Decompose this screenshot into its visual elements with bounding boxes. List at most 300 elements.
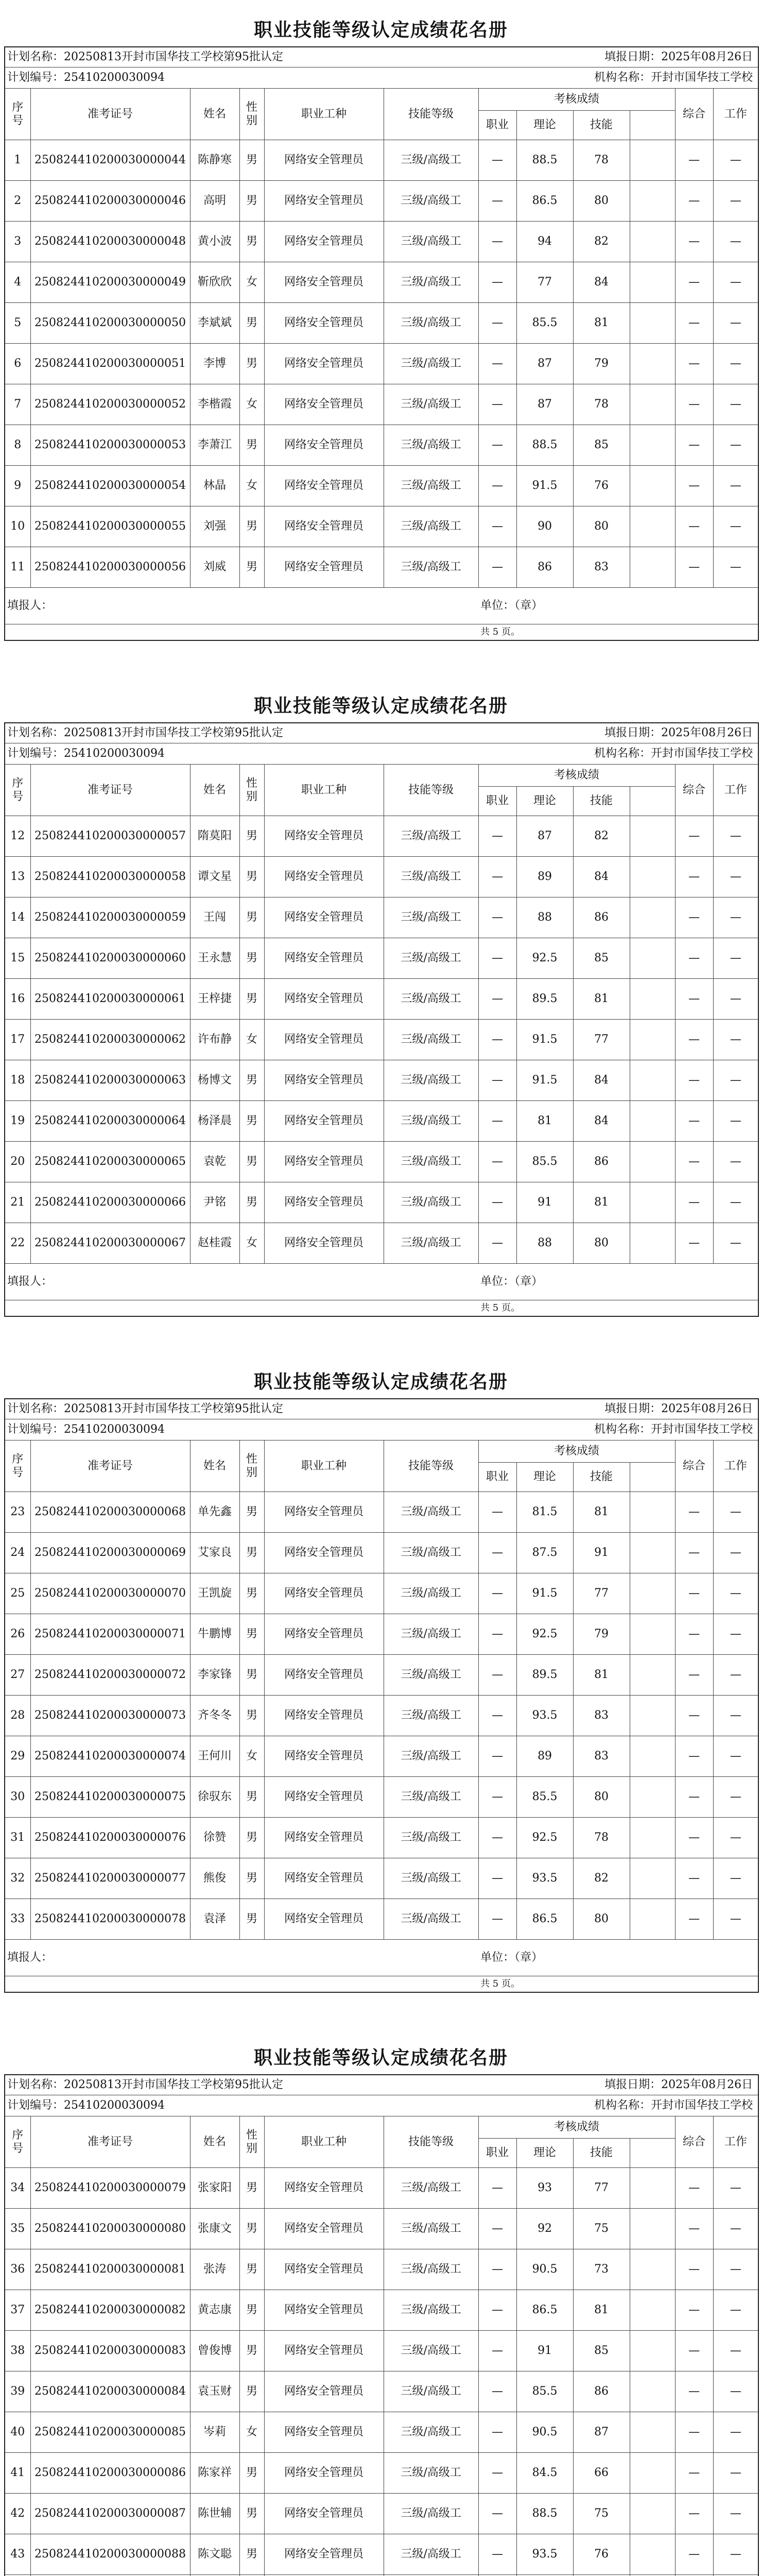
cell-total: — (675, 2412, 713, 2453)
col-gender: 性别 (239, 2116, 264, 2168)
cell-blank (630, 1777, 675, 1818)
cell-seq: 5 (5, 303, 30, 344)
cell-total: — (675, 1533, 713, 1573)
cell-ticket: 250824410200030000072 (30, 1655, 190, 1696)
cell-career: — (478, 2494, 516, 2534)
cell-job: 网络安全管理员 (264, 938, 384, 979)
cell-level: 三级/高级工 (384, 1858, 478, 1899)
cell-work: — (713, 181, 758, 222)
cell-career: — (478, 1777, 516, 1818)
cell-career: — (478, 181, 516, 222)
table-row (5, 1492, 758, 1533)
cell-career: — (478, 1573, 516, 1614)
cell-name: 王闯 (190, 897, 239, 938)
meta-row-plan (5, 1399, 758, 1419)
table-row (5, 222, 758, 262)
cell-seq: 10 (5, 506, 30, 547)
cell-level: 三级/高级工 (384, 816, 478, 857)
cell-job: 网络安全管理员 (264, 2453, 384, 2494)
cell-total: — (675, 1818, 713, 1858)
cell-theory: 91.5 (516, 1020, 573, 1060)
cell-skill: 79 (573, 1614, 630, 1655)
meta-row-plan (5, 2075, 758, 2095)
cell-blank (630, 1492, 675, 1533)
cell-total: — (675, 303, 713, 344)
cell-job: 网络安全管理员 (264, 979, 384, 1020)
cell-career: — (478, 1858, 516, 1899)
cell-level: 三级/高级工 (384, 2371, 478, 2412)
header-row-1 (5, 1440, 758, 1463)
cell-theory: 81 (516, 1101, 573, 1142)
table-row (5, 1696, 758, 1736)
cell-skill: 76 (573, 466, 630, 506)
cell-ticket: 250824410200030000073 (30, 1696, 190, 1736)
cell-ticket: 250824410200030000061 (30, 979, 190, 1020)
cell-blank (630, 857, 675, 897)
plan-number: 计划编号：25410200030094 (5, 67, 384, 89)
cell-blank (630, 938, 675, 979)
cell-blank (630, 2494, 675, 2534)
col-scores: 考核成绩 (478, 2116, 675, 2139)
cell-gender: 男 (239, 2209, 264, 2249)
cell-level: 三级/高级工 (384, 2534, 478, 2575)
roster-title: 职业技能等级认定成绩花名册 (253, 1371, 508, 1393)
plan-name: 计划名称：20250813开封市国华技工学校第95批认定 (5, 1399, 384, 1419)
cell-ticket: 250824410200030000087 (30, 2494, 190, 2534)
cell-blank (630, 1899, 675, 1940)
cell-job: 网络安全管理员 (264, 2371, 384, 2412)
unit-seal: 单位：（章） (478, 1940, 758, 1976)
table-row (5, 2290, 758, 2331)
col-skill: 技能 (573, 1463, 630, 1492)
cell-job: 网络安全管理员 (264, 222, 384, 262)
cell-name: 杨泽晨 (190, 1101, 239, 1142)
cell-total: — (675, 816, 713, 857)
cell-theory: 89 (516, 857, 573, 897)
cell-theory: 93 (516, 2168, 573, 2209)
cell-ticket: 250824410200030000074 (30, 1736, 190, 1777)
cell-career: — (478, 466, 516, 506)
table-row (5, 2494, 758, 2534)
col-career: 职业 (478, 1463, 516, 1492)
cell-seq: 36 (5, 2249, 30, 2290)
table-row (5, 2209, 758, 2249)
roster-rows (5, 1492, 758, 1940)
table-row (5, 1777, 758, 1818)
col-gender: 性别 (239, 89, 264, 140)
cell-work: — (713, 506, 758, 547)
roster-sheet (4, 0, 758, 670)
cell-theory: 91 (516, 1182, 573, 1223)
cell-total: — (675, 2371, 713, 2412)
cell-career: — (478, 1223, 516, 1264)
cell-total: — (675, 857, 713, 897)
col-ticket: 准考证号 (30, 1440, 190, 1492)
cell-gender: 女 (239, 466, 264, 506)
cell-blank (630, 897, 675, 938)
cell-skill: 78 (573, 384, 630, 425)
cell-theory: 92 (516, 2209, 573, 2249)
cell-name: 陈世辅 (190, 2494, 239, 2534)
cell-blank (630, 384, 675, 425)
cell-seq: 26 (5, 1614, 30, 1655)
cell-blank (630, 1818, 675, 1858)
cell-job: 网络安全管理员 (264, 1060, 384, 1101)
cell-ticket: 250824410200030000081 (30, 2249, 190, 2290)
cell-career: — (478, 1060, 516, 1101)
cell-theory: 86.5 (516, 181, 573, 222)
col-job: 职业工种 (264, 2116, 384, 2168)
cell-gender: 男 (239, 2453, 264, 2494)
cell-theory: 89 (516, 1736, 573, 1777)
table-row (5, 979, 758, 1020)
cell-seq: 30 (5, 1777, 30, 1818)
cell-gender: 男 (239, 2534, 264, 2575)
cell-total: — (675, 2494, 713, 2534)
cell-level: 三级/高级工 (384, 1182, 478, 1223)
filler-label: 填报人： (5, 1264, 478, 1300)
cell-blank (630, 2290, 675, 2331)
cell-ticket: 250824410200030000064 (30, 1101, 190, 1142)
cell-level: 三级/高级工 (384, 1614, 478, 1655)
roster-title: 职业技能等级认定成绩花名册 (253, 2047, 508, 2069)
cell-skill: 84 (573, 1060, 630, 1101)
fill-date: 填报日期：2025年08月26日 (384, 723, 758, 743)
cell-gender: 男 (239, 1899, 264, 1940)
cell-level: 三级/高级工 (384, 1899, 478, 1940)
cell-seq: 27 (5, 1655, 30, 1696)
cell-total: — (675, 1060, 713, 1101)
cell-skill: 66 (573, 2453, 630, 2494)
cell-career: — (478, 1142, 516, 1182)
header-row-1 (5, 89, 758, 111)
cell-skill: 80 (573, 506, 630, 547)
cell-work: — (713, 1573, 758, 1614)
cell-job: 网络安全管理员 (264, 1020, 384, 1060)
fill-date: 填报日期：2025年08月26日 (384, 1399, 758, 1419)
cell-total: — (675, 1777, 713, 1818)
roster-table (4, 722, 759, 1317)
cell-total: — (675, 547, 713, 588)
cell-ticket: 250824410200030000068 (30, 1492, 190, 1533)
cell-work: — (713, 1182, 758, 1223)
col-name: 姓名 (190, 765, 239, 816)
cell-seq: 43 (5, 2534, 30, 2575)
cell-work: — (713, 979, 758, 1020)
cell-work: — (713, 1223, 758, 1264)
cell-job: 网络安全管理员 (264, 425, 384, 466)
cell-name: 袁玉财 (190, 2371, 239, 2412)
cell-name: 张家阳 (190, 2168, 239, 2209)
cell-gender: 男 (239, 2331, 264, 2371)
cell-gender: 女 (239, 1020, 264, 1060)
cell-seq: 24 (5, 1533, 30, 1573)
cell-blank (630, 2331, 675, 2371)
cell-level: 三级/高级工 (384, 222, 478, 262)
col-theory: 理论 (516, 1463, 573, 1492)
col-level: 技能等级 (384, 89, 478, 140)
cell-level: 三级/高级工 (384, 979, 478, 1020)
fill-date: 填报日期：2025年08月26日 (384, 2075, 758, 2095)
cell-gender: 男 (239, 506, 264, 547)
cell-seq: 31 (5, 1818, 30, 1858)
cell-gender: 男 (239, 2290, 264, 2331)
cell-blank (630, 1142, 675, 1182)
plan-number: 计划编号：25410200030094 (5, 743, 384, 765)
cell-job: 网络安全管理员 (264, 2331, 384, 2371)
col-level: 技能等级 (384, 2116, 478, 2168)
cell-gender: 男 (239, 938, 264, 979)
meta-row-plan-no (5, 67, 758, 89)
cell-seq: 8 (5, 425, 30, 466)
cell-theory: 92.5 (516, 1818, 573, 1858)
cell-job: 网络安全管理员 (264, 1101, 384, 1142)
cell-career: — (478, 979, 516, 1020)
cell-theory: 86.5 (516, 1899, 573, 1940)
unit-seal: 单位：（章） (478, 1264, 758, 1300)
cell-career: — (478, 2209, 516, 2249)
col-work: 工作 (713, 89, 758, 140)
col-career: 职业 (478, 2139, 516, 2168)
cell-ticket: 250824410200030000060 (30, 938, 190, 979)
cell-total: — (675, 2290, 713, 2331)
cell-skill: 84 (573, 262, 630, 303)
cell-name: 谭文星 (190, 857, 239, 897)
cell-work: — (713, 1858, 758, 1899)
col-work: 工作 (713, 1440, 758, 1492)
cell-level: 三级/高级工 (384, 547, 478, 588)
col-job: 职业工种 (264, 1440, 384, 1492)
page-count: 共 5 页。 (480, 1302, 520, 1313)
table-row (5, 2331, 758, 2371)
cell-career: — (478, 222, 516, 262)
cell-job: 网络安全管理员 (264, 2494, 384, 2534)
cell-level: 三级/高级工 (384, 1223, 478, 1264)
cell-gender: 男 (239, 979, 264, 1020)
roster-sheet (4, 2028, 758, 2576)
cell-work: — (713, 344, 758, 384)
col-theory: 理论 (516, 2139, 573, 2168)
cell-career: — (478, 2371, 516, 2412)
cell-job: 网络安全管理员 (264, 1182, 384, 1223)
cell-theory: 86 (516, 547, 573, 588)
cell-seq: 38 (5, 2331, 30, 2371)
cell-theory: 87 (516, 816, 573, 857)
cell-skill: 81 (573, 1655, 630, 1696)
cell-total: — (675, 1614, 713, 1655)
fill-date: 填报日期：2025年08月26日 (384, 47, 758, 67)
cell-blank (630, 2534, 675, 2575)
cell-total: — (675, 2209, 713, 2249)
cell-theory: 88 (516, 897, 573, 938)
cell-seq: 42 (5, 2494, 30, 2534)
cell-career: — (478, 506, 516, 547)
cell-work: — (713, 1736, 758, 1777)
cell-name: 熊俊 (190, 1858, 239, 1899)
cell-skill: 84 (573, 1101, 630, 1142)
cell-work: — (713, 1060, 758, 1101)
cell-job: 网络安全管理员 (264, 897, 384, 938)
cell-skill: 86 (573, 897, 630, 938)
cell-total: — (675, 1020, 713, 1060)
cell-theory: 93.5 (516, 1696, 573, 1736)
table-row (5, 2371, 758, 2412)
cell-job: 网络安全管理员 (264, 2168, 384, 2209)
cell-name: 艾家良 (190, 1533, 239, 1573)
cell-ticket: 250824410200030000086 (30, 2453, 190, 2494)
cell-blank (630, 1614, 675, 1655)
cell-job: 网络安全管理员 (264, 1614, 384, 1655)
cell-blank (630, 1020, 675, 1060)
cell-seq: 41 (5, 2453, 30, 2494)
cell-total: — (675, 344, 713, 384)
cell-theory: 77 (516, 262, 573, 303)
cell-work: — (713, 1818, 758, 1858)
cell-total: — (675, 1899, 713, 1940)
cell-level: 三级/高级工 (384, 303, 478, 344)
cell-skill: 82 (573, 222, 630, 262)
cell-gender: 男 (239, 1142, 264, 1182)
cell-career: — (478, 344, 516, 384)
roster-sheet (4, 676, 758, 1346)
cell-career: — (478, 1492, 516, 1533)
cell-work: — (713, 816, 758, 857)
col-seq: 序号 (5, 2116, 30, 2168)
col-total: 综合 (675, 2116, 713, 2168)
col-blank (630, 787, 675, 816)
cell-seq: 34 (5, 2168, 30, 2209)
cell-theory: 88.5 (516, 140, 573, 181)
cell-job: 网络安全管理员 (264, 1858, 384, 1899)
cell-name: 陈文聪 (190, 2534, 239, 2575)
cell-gender: 男 (239, 2249, 264, 2290)
cell-skill: 83 (573, 1736, 630, 1777)
cell-theory: 81.5 (516, 1492, 573, 1533)
cell-seq: 15 (5, 938, 30, 979)
cell-level: 三级/高级工 (384, 140, 478, 181)
cell-name: 杨博文 (190, 1060, 239, 1101)
org-name: 机构名称：开封市国华技工学校 (384, 67, 758, 89)
col-job: 职业工种 (264, 765, 384, 816)
cell-ticket: 250824410200030000071 (30, 1614, 190, 1655)
cell-skill: 80 (573, 1777, 630, 1818)
table-row (5, 816, 758, 857)
col-ticket: 准考证号 (30, 89, 190, 140)
cell-level: 三级/高级工 (384, 466, 478, 506)
col-blank (630, 111, 675, 140)
cell-level: 三级/高级工 (384, 181, 478, 222)
col-job: 职业工种 (264, 89, 384, 140)
col-name: 姓名 (190, 89, 239, 140)
cell-total: — (675, 938, 713, 979)
cell-ticket: 250824410200030000079 (30, 2168, 190, 2209)
cell-level: 三级/高级工 (384, 1573, 478, 1614)
cell-name: 曾俊博 (190, 2331, 239, 2371)
cell-gender: 男 (239, 222, 264, 262)
cell-skill: 75 (573, 2209, 630, 2249)
cell-seq: 32 (5, 1858, 30, 1899)
cell-job: 网络安全管理员 (264, 344, 384, 384)
cell-total: — (675, 2453, 713, 2494)
cell-level: 三级/高级工 (384, 2453, 478, 2494)
cell-blank (630, 466, 675, 506)
cell-work: — (713, 1899, 758, 1940)
col-gender: 性别 (239, 1440, 264, 1492)
cell-level: 三级/高级工 (384, 1060, 478, 1101)
meta-row-plan-no (5, 2095, 758, 2116)
cell-job: 网络安全管理员 (264, 1736, 384, 1777)
cell-total: — (675, 222, 713, 262)
cell-job: 网络安全管理员 (264, 2209, 384, 2249)
cell-career: — (478, 1655, 516, 1696)
cell-name: 袁乾 (190, 1142, 239, 1182)
table-row (5, 1858, 758, 1899)
cell-blank (630, 1533, 675, 1573)
cell-job: 网络安全管理员 (264, 1533, 384, 1573)
cell-work: — (713, 2209, 758, 2249)
cell-name: 王梓捷 (190, 979, 239, 1020)
cell-career: — (478, 547, 516, 588)
cell-career: — (478, 1533, 516, 1573)
cell-theory: 93.5 (516, 2534, 573, 2575)
cell-level: 三级/高级工 (384, 1777, 478, 1818)
cell-theory: 84.5 (516, 2453, 573, 2494)
cell-blank (630, 1101, 675, 1142)
cell-theory: 94 (516, 222, 573, 262)
cell-level: 三级/高级工 (384, 1655, 478, 1696)
cell-seq: 4 (5, 262, 30, 303)
col-scores: 考核成绩 (478, 89, 675, 111)
page-count: 共 5 页。 (480, 1978, 520, 1989)
cell-work: — (713, 938, 758, 979)
cell-theory: 87 (516, 384, 573, 425)
table-row (5, 262, 758, 303)
cell-theory: 85.5 (516, 303, 573, 344)
cell-total: — (675, 1573, 713, 1614)
cell-blank (630, 1696, 675, 1736)
cell-seq: 25 (5, 1573, 30, 1614)
cell-skill: 81 (573, 2290, 630, 2331)
cell-career: — (478, 140, 516, 181)
table-row (5, 344, 758, 384)
cell-name: 牛鹏博 (190, 1614, 239, 1655)
cell-level: 三级/高级工 (384, 938, 478, 979)
cell-seq: 20 (5, 1142, 30, 1182)
cell-career: — (478, 2168, 516, 2209)
cell-level: 三级/高级工 (384, 344, 478, 384)
meta-row-plan-no (5, 1419, 758, 1440)
cell-name: 王凯旋 (190, 1573, 239, 1614)
table-row (5, 1899, 758, 1940)
cell-skill: 81 (573, 979, 630, 1020)
table-row (5, 2168, 758, 2209)
cell-skill: 85 (573, 2331, 630, 2371)
cell-work: — (713, 222, 758, 262)
roster-title: 职业技能等级认定成绩花名册 (253, 20, 508, 41)
col-skill: 技能 (573, 111, 630, 140)
cell-name: 李萧江 (190, 425, 239, 466)
footer-row (5, 588, 758, 624)
cell-name: 黄志康 (190, 2290, 239, 2331)
org-name: 机构名称：开封市国华技工学校 (384, 1419, 758, 1440)
roster-table (4, 46, 759, 641)
table-row (5, 506, 758, 547)
cell-total: — (675, 897, 713, 938)
cell-total: — (675, 1492, 713, 1533)
cell-work: — (713, 1696, 758, 1736)
cell-job: 网络安全管理员 (264, 1818, 384, 1858)
cell-total: — (675, 1142, 713, 1182)
